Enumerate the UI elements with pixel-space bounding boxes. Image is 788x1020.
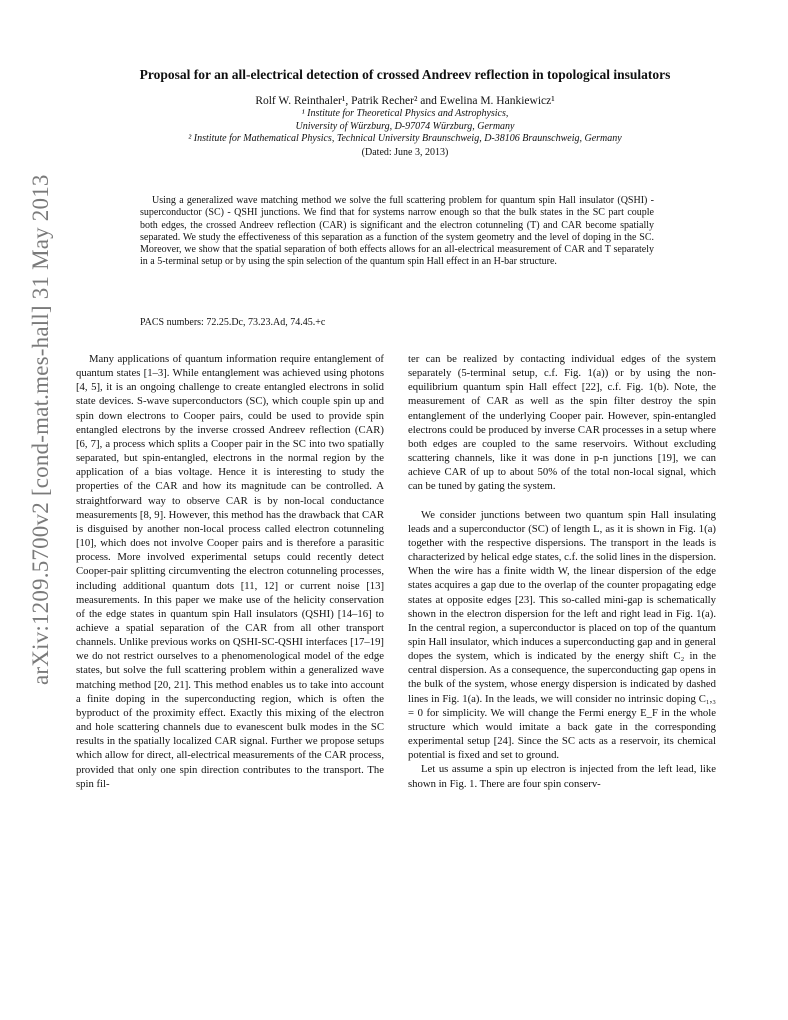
abstract: Using a generalized wave matching method we solve the full scattering problem for quantum spin Hall insulator (QSHI) - superconductor (SC) - QSHI junctions. We find that for systems narrow enough so that the bulk states in the SC part couple both edges, the crossed Andreev reflection (CAR) is significant and the electron cotunneling (T) and CAR become spatially separated. We study the effectiveness of this separation as a function of the system geometry and the level of doping in the SC. Moreover, we show that the spatial separation of both effects allows for an all-electrical measurement of CAR and T separately in a 5-terminal setup or by using the spin selection of the quantum spin Hall effect in an H-bar structure. bbox=[140, 195, 654, 268]
right-column-paragraph-3: Let us assume a spin up electron is injected from the left lead, like shown in Fig. 1. There are four spin conserv- bbox=[408, 763, 716, 790]
author-list: Rolf W. Reinthaler¹, Patrik Recher² and Ewelina M. Hankiewicz¹ bbox=[255, 95, 555, 107]
left-column-paragraph: Many applications of quantum information require entanglement of quantum states [1–3]. While entanglement was achieved using photons [4, 5], it is an ongoing challenge to create entangled electrons in solid state devices. S-wave superconductors (SC), which couple spin up and spin down electrons to Cooper pairs, could be used to provide spin entangled electrons by the inverse crossed Andreev reflection (CAR) [6, 7], a process which splits a Cooper pair in the SC into two spatially separated, but spin-entangled, electrons in the normal region by the application of a bias voltage. Hence it is interesting to study the properties of the CAR and how its magnitude can be controlled. A straightforward way to observe CAR is by non-local conductance measurements [8, 9]. However, this method has the drawback that CAR is disguised by another non-local process called electron cotunneling [10], which does not involve Cooper pairs and is therefore a parasitic process. More involved experimental setups could recently detect Cooper-pair splitting circumventing the electron cotunneling processes, including additional quantum dots [11, 12] or current noise [13] measurements. In this paper we make use of the helicity conservation of the edge states in quantum spin Hall insulators (QSHI) [14–16] to achieve a spatial separation of the CAR from all other transport channels. Unlike previous works on QSHI-SC-QSHI interfaces [17–19] we do not restrict ourselves to a phenomenological model of the edge states, but solve the full scattering problem within a generalized wave matching method [20, 21]. This method enables us to take into account a finite doping in the superconducting region, which is often the byproduct of the proximity effect. Exactly this mixing of the electron and hole scattering channels due to evanescent bulk modes in the SC results in the spatially localized CAR signal. Further we propose setups which allow for direct, all-electrical measurements of the CAR process, provided that only one spin direction contributes to the transport. The spin fil- bbox=[76, 353, 384, 790]
dated-line: (Dated: June 3, 2013) bbox=[361, 146, 449, 158]
arxiv-identifier-text: arXiv:1209.5700v2 [cond-mat.mes-hall] 31 May 2013 bbox=[28, 174, 53, 685]
left-column bbox=[76, 352, 384, 791]
affiliation-1a: ¹ Institute for Theoretical Physics and Astrophysics, bbox=[301, 108, 509, 119]
paper-title: Proposal for an all-electrical detection of crossed Andreev reflection in topological insulators bbox=[139, 67, 671, 82]
arxiv-identifier-stamp bbox=[24, 174, 58, 685]
pacs-numbers: PACS numbers: 72.25.Dc, 73.23.Ad, 74.45.+c bbox=[140, 317, 326, 328]
right-column-paragraph-2: We consider junctions between two quantum spin Hall insulating leads and a superconductor (SC) of length L, as it is shown in Fig. 1(a) together with the respective dispersions. The transport in the leads is characterized by helical edge states, c.f. the solid lines in the dispersion. When the wire has a finite width W, the linear dispersion of the edge states acquires a gap due to the overlap of the counter propagating edge states at opposite edges [23]. This so-called mini-gap is schematically shown in the electron dispersion for the left and right lead in Fig. 1(a). In the central region, a superconductor is placed on top of the quantum spin Hall insulator, which induces a superconducting gap and in general dopes the system, which is indicated by the energy shift C₂ in the central dispersion. As a consequence, the superconducting gap opens in the bulk of the system, whose energy dispersion is indicated by dashed lines in Fig. 1(a). In the leads, we will consider no intrinsic doping C₁,₃ = 0 for simplicity. We will change the Fermi energy E_F in the whole structure which would imitate a back gate in the corresponding experimental setup [24]. Since the SC acts as a reservoir, its chemical potential is fixed and set to ground. bbox=[408, 508, 716, 762]
affiliation-2: ² Institute for Mathematical Physics, Technical University Braunschweig, D-38106 Braunschweig, Germany bbox=[188, 133, 622, 144]
right-column bbox=[408, 352, 716, 791]
paper-header bbox=[80, 66, 730, 159]
right-column-paragraph-1: ter can be realized by contacting individual edges of the system separately (5-terminal setup, c.f. Fig. 1(a)) or by using the non-equilibrium quantum spin Hall effect [22], c.f. Fig. 1(b). Note, the measurement of CAR as well as the spin filter destroy the spin entanglement of the underlying Cooper pair. However, spin-entangled electrons could be produced by inverse CAR processes in a setup where both edges are coupled to the same reservoirs. Without excluding scattering channels, like it was done in p-n junctions [19], we can achieve CAR of up to about 50% of the total non-local signal, which can be tuned by gating the system. bbox=[408, 353, 716, 493]
affiliation-1b: University of Würzburg, D-97074 Würzburg, Germany bbox=[295, 120, 515, 132]
